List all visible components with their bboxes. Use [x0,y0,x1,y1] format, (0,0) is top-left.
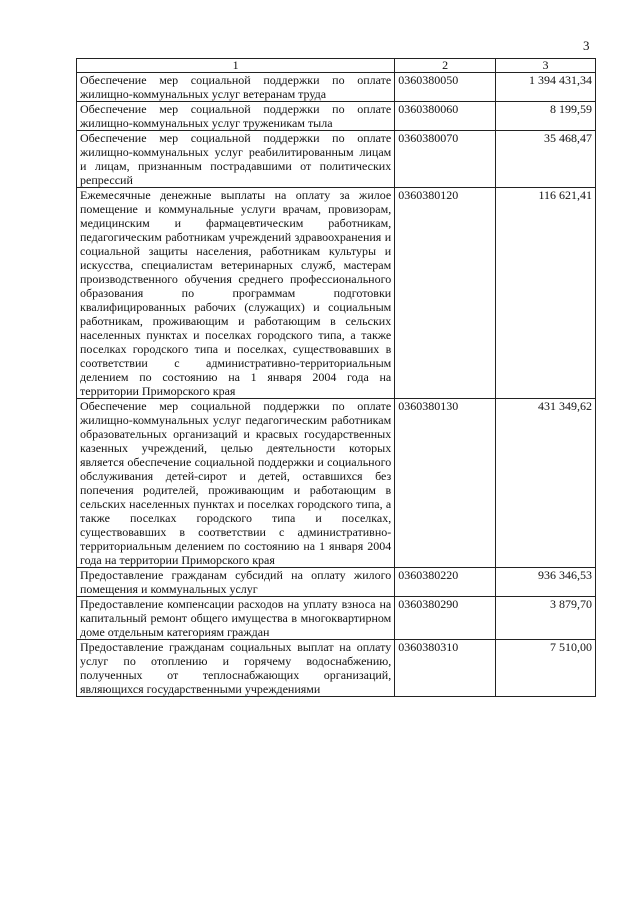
table-row [77,131,596,188]
row-amount: 35 468,47 [496,131,596,188]
row-description: Обеспечение мер социальной поддержки по оплате жилищно-коммунальных услуг педагогическим работникам образовательных организаций и красвых государственных казенных учреждений, целью деятельности которых является обеспечение социальной поддержки и социального обслуживания детей-сирот и детей, оставшихся без попечения родителей, проживающим и работающим в сельских населенных пунктах и поселках городского типа, а также поселках городского типа и поселках, существовавших в соответствии с административно-территориальным делением по состоянию на 1 января 2004 года на территории Приморского края [77,399,395,568]
page-number: 3 [583,38,590,53]
row-amount: 7 510,00 [496,640,596,697]
row-description: Обеспечение мер социальной поддержки по оплате жилищно-коммунальных услуг реабилитированным лицам и лицам, признанным пострадавшими от политических репрессий [77,131,395,188]
table-row [77,568,596,597]
row-description: Ежемесячные денежные выплаты на оплату за жилое помещение и коммунальные услуги врачам, провизорам, медицинским и фармацевтическим работникам, педагогическим работникам учреждений здравоохранения и социальной защиты населения, работникам культуры и искусства, специалистам ветеринарных служб, мастерам производственного обучения среднего профессионального образования по программам подготовки квалифицированных рабочих (служащих) и социальным работникам, проживающим и работающим в сельских населенных пунктах и поселках городского типа, а также поселках городского типа и поселках, существовавших в соответствии с административно-территориальным делением по состоянию на 1 января 2004 года на территории Приморского края [77,188,395,399]
table-row [77,399,596,568]
column-header-2: 2 [395,59,496,73]
row-description: Обеспечение мер социальной поддержки по оплате жилищно-коммунальных услуг труженикам тыла [77,102,395,131]
table-row [77,188,596,399]
row-code: 0360380050 [395,73,496,102]
row-amount: 3 879,70 [496,597,596,640]
row-code: 0360380310 [395,640,496,697]
table-row [77,640,596,697]
row-amount: 116 621,41 [496,188,596,399]
row-code: 0360380070 [395,131,496,188]
row-code: 0360380130 [395,399,496,568]
row-amount: 8 199,59 [496,102,596,131]
column-header-1: 1 [77,59,395,73]
column-header-3: 3 [496,59,596,73]
row-amount: 936 346,53 [496,568,596,597]
table-row [77,597,596,640]
row-amount: 1 394 431,34 [496,73,596,102]
row-description: Обеспечение мер социальной поддержки по оплате жилищно-коммунальных услуг ветеранам труда [77,73,395,102]
table-header-row [77,59,596,73]
row-code: 0360380060 [395,102,496,131]
row-code: 0360380290 [395,597,496,640]
budget-table [76,58,596,697]
row-amount: 431 349,62 [496,399,596,568]
row-code: 0360380220 [395,568,496,597]
table-row [77,102,596,131]
row-description: Предоставление компенсации расходов на уплату взноса на капитальный ремонт общего имущества в многоквартирном доме отдельным категориям граждан [77,597,395,640]
row-description: Предоставление гражданам социальных выплат на оплату услуг по отоплению и горячему водоснабжению, полученных от теплоснабжающих организаций, являющихся государственными учреждениями [77,640,395,697]
row-code: 0360380120 [395,188,496,399]
row-description: Предоставление гражданам субсидий на оплату жилого помещения и коммунальных услуг [77,568,395,597]
table-row [77,73,596,102]
